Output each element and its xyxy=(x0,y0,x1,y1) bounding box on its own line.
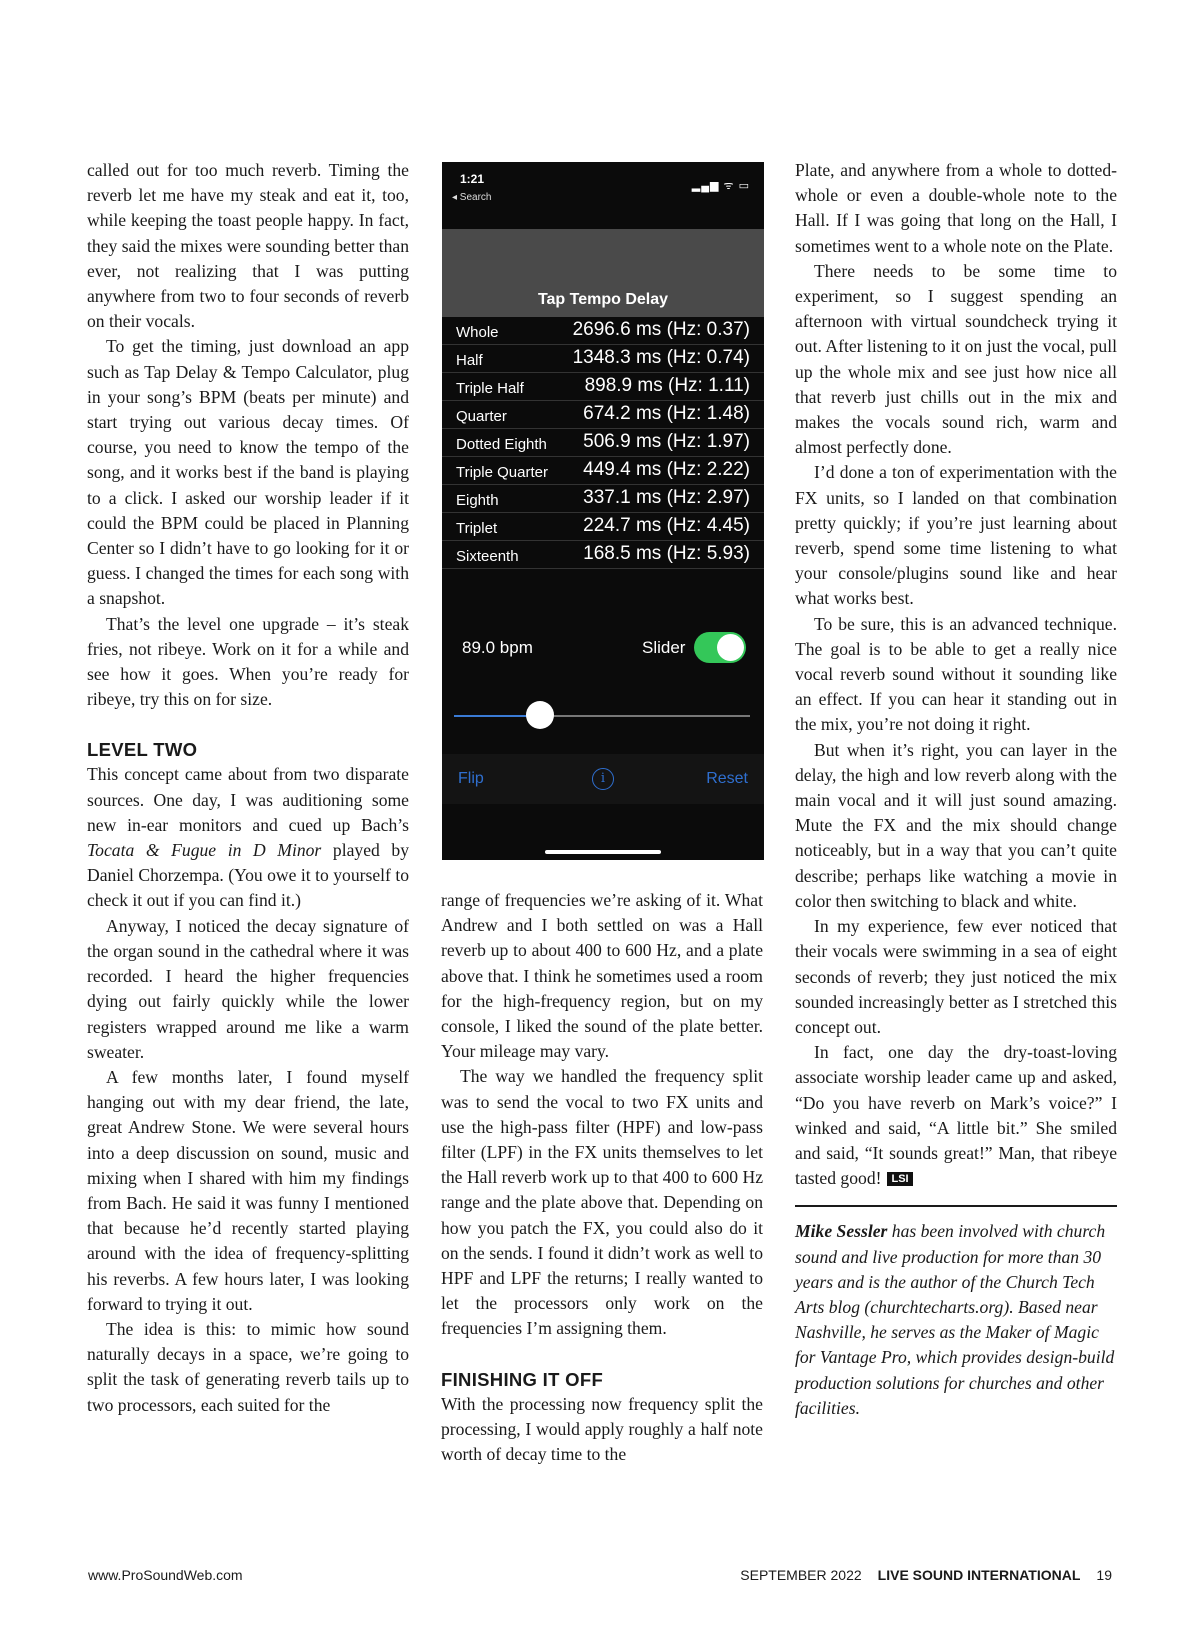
author-name: Mike Sessler xyxy=(795,1221,888,1242)
paragraph: The idea is this: to mimic how sound naturally decays in a space, we’re going to split the task of generating reverb tails up to two processors, each suited for the xyxy=(87,1318,409,1415)
delay-row xyxy=(442,457,764,485)
footer-url[interactable]: www.ProSoundWeb.com xyxy=(88,1567,243,1583)
note-label: Eighth xyxy=(456,492,499,509)
note-label: Whole xyxy=(456,324,499,341)
end-mark: LSI xyxy=(887,1172,912,1186)
note-label: Sixteenth xyxy=(456,548,519,565)
issue-date: SEPTEMBER 2022 xyxy=(740,1567,862,1583)
delay-value: 2696.6 ms (Hz: 0.37) xyxy=(572,319,750,340)
author-bio xyxy=(795,1219,1117,1421)
back-to-search-link: ◂ Search xyxy=(452,192,492,203)
delay-row xyxy=(442,345,764,373)
delay-value: 337.1 ms (Hz: 2.97) xyxy=(583,487,750,508)
page-number: 19 xyxy=(1096,1567,1112,1583)
delay-value: 168.5 ms (Hz: 5.93) xyxy=(583,543,750,564)
app-title-bar xyxy=(442,229,764,317)
reset-button[interactable]: Reset xyxy=(706,770,748,787)
divider xyxy=(795,1205,1117,1207)
delay-time-list xyxy=(442,317,764,569)
delay-value: 1348.3 ms (Hz: 0.74) xyxy=(572,347,750,368)
paragraph: A few months later, I found myself hanging out with my dear friend, the late, great Andrew Stone. We were several hours into a deep discussion on sound, music and mixing when I shared with him my findings from Bach. He said it was funny I mentioned that because he’d recently started playing around with the idea of frequency-splitting his reverbs. A few hours later, I was looking forward to trying it out. xyxy=(87,1066,409,1314)
signal-wifi-battery-icon: ▂▄▆ ᯤ ▭ xyxy=(691,180,750,192)
paragraph: I’d done a ton of experimentation with the FX units, so I landed on that combination pretty quickly; if you’re just learning about reverb, spend some time listening to what your console/plugins sound like and hear what works best. xyxy=(795,462,1117,609)
magazine-name: LIVE SOUND INTERNATIONAL xyxy=(877,1567,1081,1583)
text-run: In fact, one day the dry-toast-loving associate worship leader came up and asked, “Do you have reverb on Mark’s voice?” I winked and said, “A little bit.” She smiled and said, “It sounds great!” Man, that ribeye tasted good! xyxy=(795,1042,1117,1189)
paragraph xyxy=(87,762,409,913)
home-indicator xyxy=(545,850,661,854)
delay-row xyxy=(442,485,764,513)
delay-value: 506.9 ms (Hz: 1.97) xyxy=(583,431,750,452)
note-label: Triple Quarter xyxy=(456,464,548,481)
footer-folio xyxy=(724,1567,1112,1583)
paragraph: In my experience, few ever noticed that their vocals were swimming in a sea of eight seconds of reverb; they just noticed the mix sounded increasingly better as I stretched this concept out. xyxy=(795,916,1117,1037)
work-title: Tocata & Fugue in D Minor xyxy=(87,840,322,861)
paragraph: But when it’s right, you can layer in the delay, the high and low reverb along with the main vocal and it will just sound amazing. Mute the FX and the mix should change noticeably, but in a way that you can’t quite describe; perhaps like watching a movie in color then switching to black and white. xyxy=(795,739,1117,911)
text-run: This concept came about from two disparate sources. One day, I was auditioning some new in-ear monitors and cued up Bach’s xyxy=(87,764,409,835)
delay-row xyxy=(442,513,764,541)
paragraph: range of frequencies we’re asking of it. What Andrew and I both settled on was a Hall reverb up to about 400 to 600 Hz, and a plate above that. I think he sometimes used a room for the high-frequency region, but on my console, I liked the sound of the plate better. Your mileage may vary. xyxy=(441,890,763,1062)
delay-value: 449.4 ms (Hz: 2.22) xyxy=(583,459,750,480)
bpm-readout: 89.0 bpm xyxy=(462,638,533,657)
note-label: Triplet xyxy=(456,520,498,537)
app-title: Tap Tempo Delay xyxy=(537,291,669,308)
status-time: 1:21 xyxy=(460,172,485,186)
paragraph: Plate, and anywhere from a whole to dotted-whole or even a double-whole note to the Hall. If I was going that long on the Hall, I sometimes went to a whole note on the Plate. xyxy=(795,160,1117,256)
tap-tempo-app-screenshot xyxy=(442,162,764,860)
paragraph xyxy=(795,1040,1117,1191)
paragraph: To be sure, this is an advanced technique. The goal is to be able to get a really nice vocal reverb sound without it sounding like an effect. If you can hear it standing out in the mix, you’re not doing it right. xyxy=(795,613,1117,735)
article-column-1 xyxy=(87,158,409,1418)
app-toolbar xyxy=(442,754,764,804)
bpm-slider-thumb[interactable] xyxy=(526,701,554,729)
note-label: Dotted Eighth xyxy=(456,436,547,453)
paragraph: called out for too much reverb. Timing the reverb let me have my steak and eat it, too, while keeping the toast people happy. In fact, they said the mixes were sounding better than ever, not realizing that I was putting anywhere from two to four seconds of reverb on their vocals. xyxy=(87,160,409,332)
delay-row xyxy=(442,541,764,569)
paragraph: That’s the level one upgrade – it’s steak fries, not ribeye. Work on it for a while and see how it goes. When you’re ready for ribeye, try this on for size. xyxy=(87,613,409,710)
delay-row xyxy=(442,429,764,457)
paragraph: Anyway, I noticed the decay signature of the organ sound in the cathedral where it was recorded. I heard the higher frequencies dying out fairly quickly while the lower registers wrapped around me like a warm sweater. xyxy=(87,915,409,1062)
text-run: played by Daniel Chorzempa. (You owe it to yourself to check it out if you can find it.) xyxy=(87,840,409,911)
bio-text: has been involved with church sound and live production for more than 30 years and is the author of the Church Tech Arts blog (churchtecharts.org). Based near Nashville, he serves as the Maker of Magic for Vantage Pro, which provides design-build production solutions for churches and other facilities. xyxy=(795,1221,1115,1418)
info-icon[interactable]: i xyxy=(592,768,614,790)
paragraph: To get the timing, just download an app such as Tap Delay & Tempo Calculator, plug in your song’s BPM (beats per minute) and start trying out various decay times. Of course, you need to know the tempo of the song, and it works best if the band is playing to a click. I asked our worship leader if it could the BPM could be placed in Planning Center so I didn’t have to go looking for it or guess. I changed the times for each song with a snapshot. xyxy=(87,336,409,609)
delay-row xyxy=(442,401,764,429)
delay-row xyxy=(442,317,764,345)
delay-row xyxy=(442,373,764,401)
slider-toggle-label: Slider xyxy=(642,638,686,657)
note-label: Triple Half xyxy=(456,380,524,397)
flip-button[interactable]: Flip xyxy=(458,770,484,787)
slider-toggle[interactable] xyxy=(694,632,746,663)
toggle-knob xyxy=(717,634,744,661)
bpm-slider-track[interactable] xyxy=(454,715,750,717)
delay-value: 898.9 ms (Hz: 1.11) xyxy=(584,375,750,396)
paragraph: With the processing now frequency split the processing, I would apply roughly a half note worth of decay time to the xyxy=(441,1393,763,1465)
note-label: Quarter xyxy=(456,408,507,425)
delay-value: 224.7 ms (Hz: 4.45) xyxy=(583,515,750,536)
article-column-3 xyxy=(795,158,1117,1421)
paragraph: The way we handled the frequency split was to send the vocal to two FX units and use the high-pass filter (HPF) and low-pass filter (LPF) in the FX units themselves to let the Hall reverb work up to that 400 to 600 Hz range and the plate above that. Depending on how you patch the FX, you could also do it on the sends. I found it didn’t work as well to HPF and LPF the returns; I really wanted to let the processors only work on the frequencies I’m assigning them. xyxy=(441,1066,763,1339)
article-column-2 xyxy=(441,888,763,1467)
note-label: Half xyxy=(456,352,483,369)
section-heading: FINISHING IT OFF xyxy=(441,1368,604,1390)
delay-value: 674.2 ms (Hz: 1.48) xyxy=(583,403,750,424)
paragraph: There needs to be some time to experiment, so I suggest spending an afternoon with virtual soundcheck trying it out. After listening to it on just the vocal, pull up the whole mix and see just how nice all that reverb just chills out in the mix and makes the vocals sound rich, warm and almost perfectly done. xyxy=(795,260,1117,458)
section-heading: LEVEL TWO xyxy=(87,739,198,761)
